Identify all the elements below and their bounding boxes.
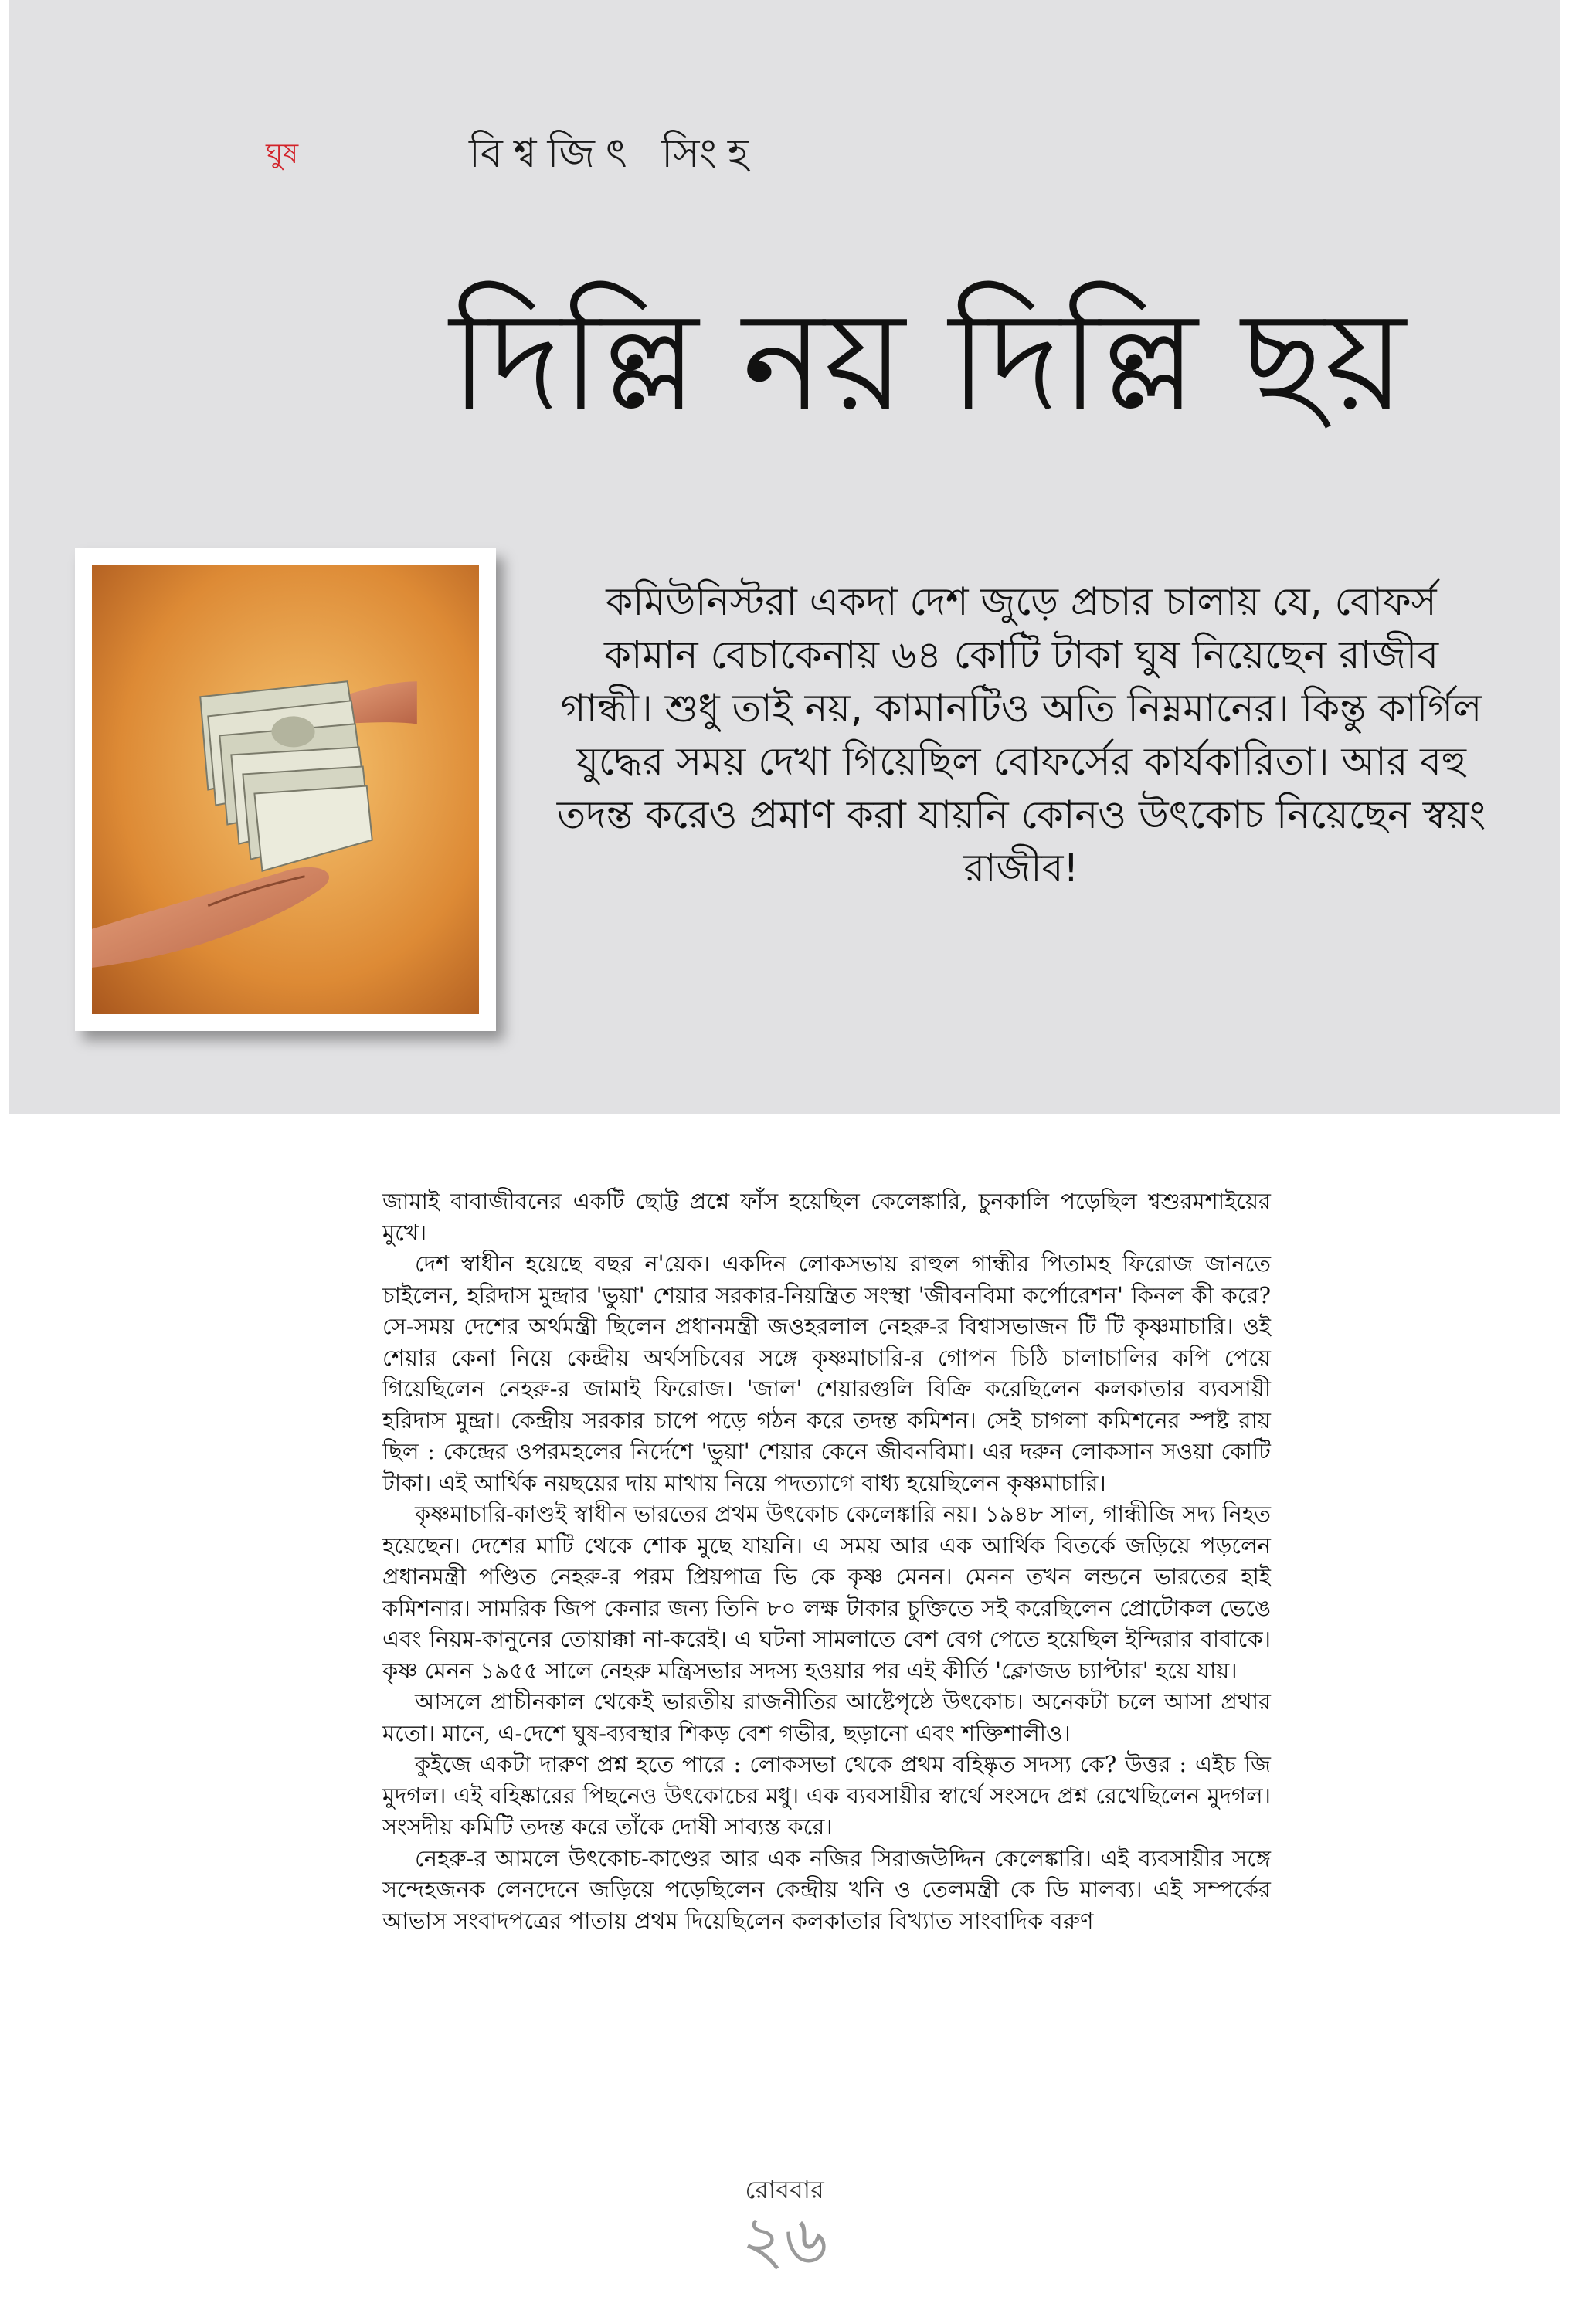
article-body xyxy=(382,1186,1271,1936)
author-byline: বিশ্বজিৎ সিংহ xyxy=(469,131,760,177)
headline: দিল্লি নয় দিল্লি ছয় xyxy=(450,281,1406,441)
magazine-name: রোববার xyxy=(745,2175,824,2204)
money-exchange-hands-icon xyxy=(92,565,479,1014)
body-paragraph: জামাই বাবাজীবনের একটি ছোট্ট প্রশ্নে ফাঁস হয়েছিল কেলেঙ্কারি, চুনকালি পড়েছিল শ্বশুরমশাইয়ের মুখে। xyxy=(382,1188,1271,1246)
header-panel xyxy=(9,0,1560,1114)
body-paragraph: আসলে প্রাচীনকাল থেকেই ভারতীয় রাজনীতির আষ্টেপৃষ্ঠে উৎকোচ। অনেকটা চলে আসা প্রথার মতো। মানে, এ-দেশে ঘুষ-ব্যবস্থার শিকড় বেশ গভীর, ছড়ানো এবং শক্তিশালীও। xyxy=(382,1688,1271,1746)
body-paragraph: দেশ স্বাধীন হয়েছে বছর ন'য়েক। একদিন লোকসভায় রাহুল গান্ধীর পিতামহ ফিরোজ জানতে চাইলেন, হরিদাস মুন্দ্রার 'ভুয়া' শেয়ার সরকার-নিয়ন্ত্রিত সংস্থা 'জীবনবিমা কর্পোরেশন' কিনল কী করে? সে-সময় দেশের অর্থমন্ত্রী ছিলেন প্রধানমন্ত্রী জওহরলাল নেহরু-র বিশ্বাসভাজন টি টি কৃষ্ণমাচারি। ওই শেয়ার কেনা নিয়ে কেন্দ্রীয় অর্থসচিবের সঙ্গে কৃষ্ণমাচারি-র গোপন চিঠি চালাচালির কপি পেয়ে গিয়েছিলেন নেহরু-র জামাই ফিরোজ। 'জাল' শেয়ারগুলি বিক্রি করেছিলেন কলকাতার ব্যবসায়ী হরিদাস মুন্দ্রা। কেন্দ্রীয় সরকার চাপে পড়ে গঠন করে তদন্ত কমিশন। সেই চাগলা কমিশনের স্পষ্ট রায় ছিল : কেন্দ্রের ওপরমহলের নির্দেশে 'ভুয়া' শেয়ার কেনে জীবনবিমা। এর দরুন লোকসান সওয়া কোটি টাকা। এই আর্থিক নয়ছয়ের দায় মাথায় নিয়ে পদত্যাগে বাধ্য হয়েছিলেন কৃষ্ণমাচারি। xyxy=(382,1250,1271,1496)
page-number: ২৬ xyxy=(741,2202,828,2279)
body-paragraph: কৃষ্ণমাচারি-কাণ্ডই স্বাধীন ভারতের প্রথম উৎকোচ কেলেঙ্কারি নয়। ১৯৪৮ সাল, গান্ধীজি সদ্য নিহত হয়েছেন। দেশের মাটি থেকে শোক মুছে যায়নি। এ সময় আর এক আর্থিক বিতর্কে জড়িয়ে পড়লেন প্রধানমন্ত্রী পণ্ডিত নেহরু-র পরম প্রিয়পাত্র ভি কে কৃষ্ণ মেনন। মেনন তখন লন্ডনে ভারতের হাই কমিশনার। সামরিক জিপ কেনার জন্য তিনি ৮০ লক্ষ টাকার চুক্তিতে সই করেছিলেন প্রোটোকল ভেঙে এবং নিয়ম-কানুনের তোয়াক্কা না-করেই। এ ঘটনা সামলাতে বেশ বেগ পেতে হয়েছিল ইন্দিরার বাবাকে। কৃষ্ণ মেনন ১৯৫৫ সালে নেহরু মন্ত্রিসভার সদস্য হওয়ার পর এই কীর্তি 'ক্লোজড চ্যাপ্টার' হয়ে যায়। xyxy=(382,1501,1271,1684)
money-exchange-photo xyxy=(75,548,496,1031)
body-paragraph: কুইজে একটা দারুণ প্রশ্ন হতে পারে : লোকসভা থেকে প্রথম বহিষ্কৃত সদস্য কে? উত্তর : এইচ জি মুদগল। এই বহিষ্কারের পিছনেও উৎকোচের মধু। এক ব্যবসায়ীর স্বার্থে সংসদে প্রশ্ন রেখেছিলেন মুদগল। সংসদীয় কমিটি তদন্ত করে তাঁকে দোষী সাব্যস্ত করে। xyxy=(382,1751,1271,1840)
section-tag: ঘুষ xyxy=(266,138,299,170)
standfirst: কমিউনিস্টরা একদা দেশ জুড়ে প্রচার চালায় যে, বোফর্স কামান বেচাকেনায় ৬৪ কোটি টাকা ঘুষ নিয়েছেন রাজীব গান্ধী। শুধু তাই নয়, কামানটিও অতি নিম্নমানের। কিন্তু কার্গিল যুদ্ধের সময় দেখা গিয়েছিল বোফর্সের কার্যকারিতা। আর বহু তদন্ত করেও প্রমাণ করা যায়নি কোনও উৎকোচ নিয়েছেন স্বয়ং রাজীব! xyxy=(556,579,1486,891)
body-paragraph: নেহরু-র আমলে উৎকোচ-কাণ্ডের আর এক নজির সিরাজউদ্দিন কেলেঙ্কারি। এই ব্যবসায়ীর সঙ্গে সন্দেহজনক লেনদেনে জড়িয়ে পড়েছিলেন কেন্দ্রীয় খনি ও তেলমন্ত্রী কে ডি মালব্য। এই সম্পর্কের আভাস সংবাদপত্রের পাতায় প্রথম দিয়েছিলেন কলকাতার বিখ্যাত সাংবাদিক বরুণ xyxy=(382,1844,1271,1934)
